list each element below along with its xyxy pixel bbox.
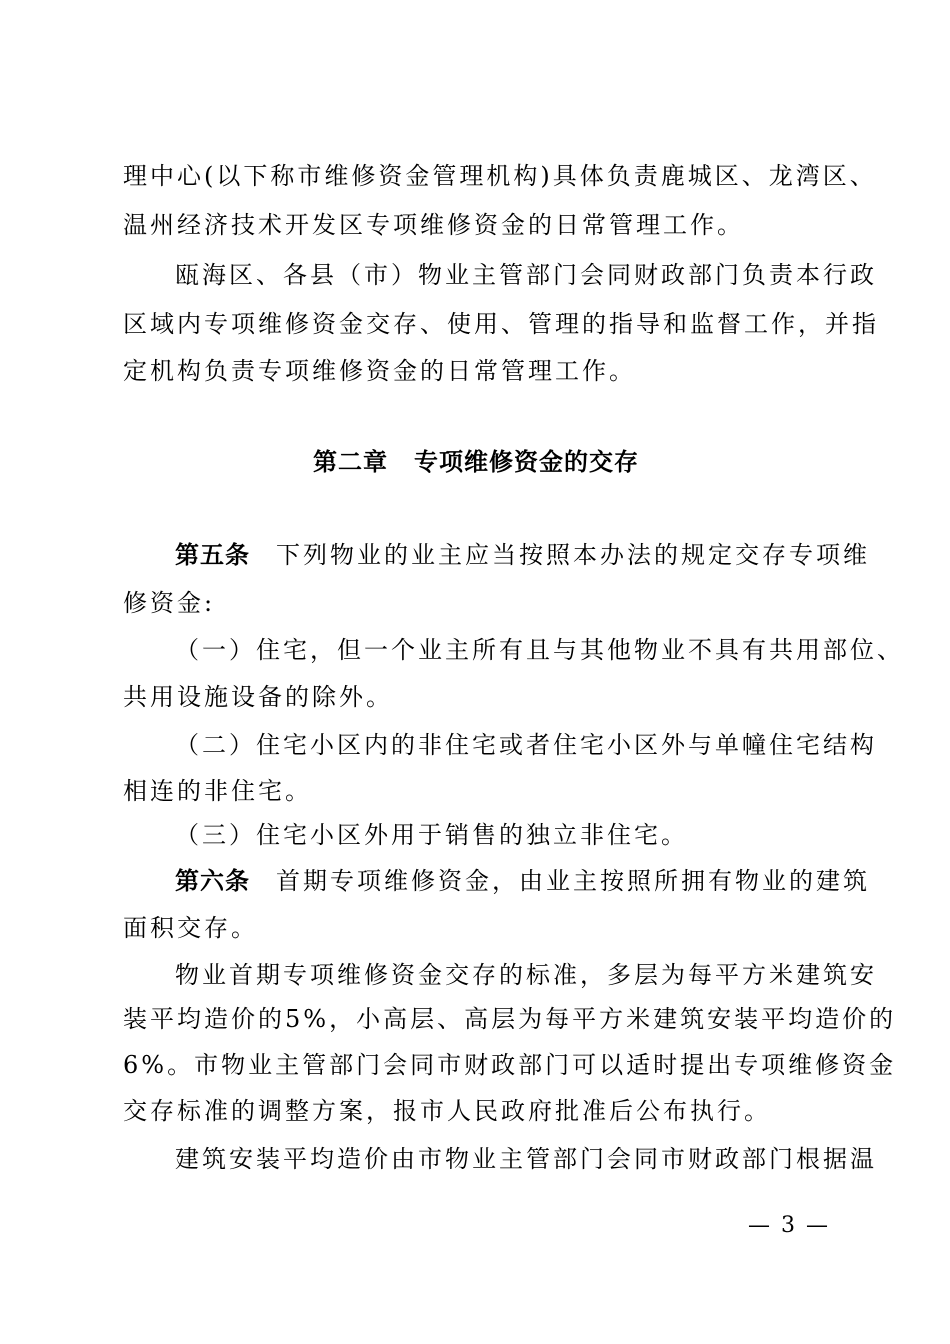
article-text: 下列物业的业主应当按照本办法的规定交存专项维 bbox=[276, 541, 870, 569]
body-text-line: 相连的非住宅。 bbox=[123, 777, 312, 805]
body-text-line: 区域内专项维修资金交存、使用、管理的指导和监督工作，并指 bbox=[123, 310, 879, 338]
body-text-line: 理中心(以下称市维修资金管理机构)具体负责鹿城区、龙湾区、 bbox=[123, 162, 877, 190]
body-text-line: 温州经济技术开发区专项维修资金的日常管理工作。 bbox=[123, 211, 744, 239]
body-text-line: 修资金: bbox=[123, 589, 216, 617]
body-text-line: 物业首期专项维修资金交存的标准，多层为每平方米建筑安 bbox=[175, 961, 877, 989]
article-label: 第六条 bbox=[175, 867, 250, 895]
article-6-line-1 bbox=[175, 866, 870, 896]
article-text: 首期专项维修资金，由业主按照所拥有物业的建筑 bbox=[276, 867, 870, 895]
list-item: （一）住宅，但一个业主所有且与其他物业不具有共用部位、 bbox=[175, 636, 904, 664]
chapter-heading bbox=[313, 447, 639, 477]
article-5-line-1 bbox=[175, 540, 870, 570]
body-text-line: 面积交存。 bbox=[123, 914, 258, 942]
page-number: — 3 — bbox=[748, 1213, 830, 1238]
chapter-name: 专项维修资金的交存 bbox=[414, 448, 639, 476]
body-text-line: 装平均造价的5%，小高层、高层为每平方米建筑安装平均造价的 bbox=[123, 1005, 897, 1033]
body-text-line: 瓯海区、各县（市）物业主管部门会同财政部门负责本行政 bbox=[175, 261, 877, 289]
list-item: （二）住宅小区内的非住宅或者住宅小区外与单幢住宅结构 bbox=[175, 731, 877, 759]
article-label: 第五条 bbox=[175, 541, 250, 569]
body-text-line: 6%。市物业主管部门会同市财政部门可以适时提出专项维修资金 bbox=[123, 1051, 897, 1079]
body-text-line: 建筑安装平均造价由市物业主管部门会同市财政部门根据温 bbox=[175, 1145, 877, 1173]
list-item: （三）住宅小区外用于销售的独立非住宅。 bbox=[175, 821, 688, 849]
body-text-line: 定机构负责专项维修资金的日常管理工作。 bbox=[123, 357, 636, 385]
chapter-number: 第二章 bbox=[313, 448, 388, 476]
body-text-line: 交存标准的调整方案，报市人民政府批准后公布执行。 bbox=[123, 1097, 771, 1125]
body-text-line: 共用设施设备的除外。 bbox=[123, 683, 393, 711]
